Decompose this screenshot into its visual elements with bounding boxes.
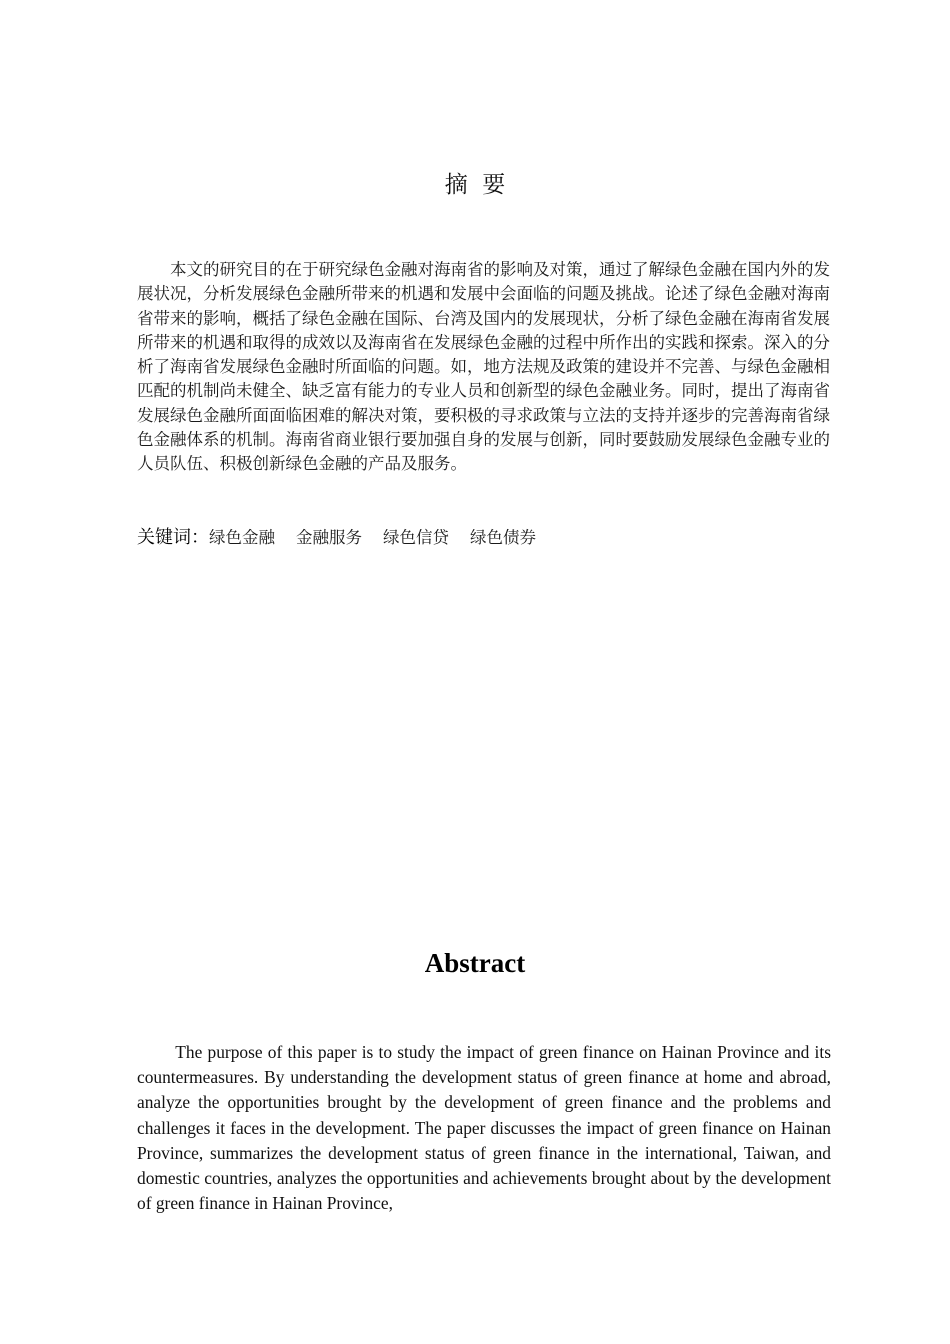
chinese-abstract-body: 本文的研究目的在于研究绿色金融对海南省的影响及对策，通过了解绿色金融在国内外的发展状况，分析发展绿色金融所带来的机遇和发展中会面临的问题及挑战。论述了绿色金融对海南省带来的影响，概括了绿色金融在国际、台湾及国内的发展现状，分析了绿色金融在海南省发展所带来的机遇和取得的成效以及海南省在发展绿色金融的过程中所作出的实践和探索。深入的分析了海南省发展绿色金融时所面临的问题。如，地方法规及政策的建设并不完善、与绿色金融相匹配的机制尚未健全、缺乏富有能力的专业人员和创新型的绿色金融业务。同时，提出了海南省发展绿色金融所面面临困难的解决对策，要积极的寻求政策与立法的支持并逐步的完善海南省绿色金融体系的机制。海南省商业银行要加强自身的发展与创新，同时要鼓励发展绿色金融专业的人员队伍、积极创新绿色金融的产品及服务。 xyxy=(137,260,830,474)
keywords-line xyxy=(137,523,830,549)
english-abstract-title: Abstract xyxy=(424,948,526,978)
chinese-abstract-title: 摘 要 xyxy=(444,172,506,198)
keywords-label: 关键词： xyxy=(137,527,209,548)
english-abstract-body: The purpose of this paper is to study the impact of green finance on Hainan Province and its countermeasures. By understanding the development status of green finance at home and abroad, analyze the opportunities brought by the development of green finance and the problems and challenges it faces in the development. The paper discusses the impact of green finance on Hainan Province, summarizes the development status of green finance in the international, Taiwan, and domestic countries, analyzes the opportunities and achievements brought about by the development of green finance in Hainan Province, xyxy=(137,1042,831,1214)
keywords-list: 绿色金融 金融服务 绿色信贷 绿色债券 xyxy=(209,528,536,547)
